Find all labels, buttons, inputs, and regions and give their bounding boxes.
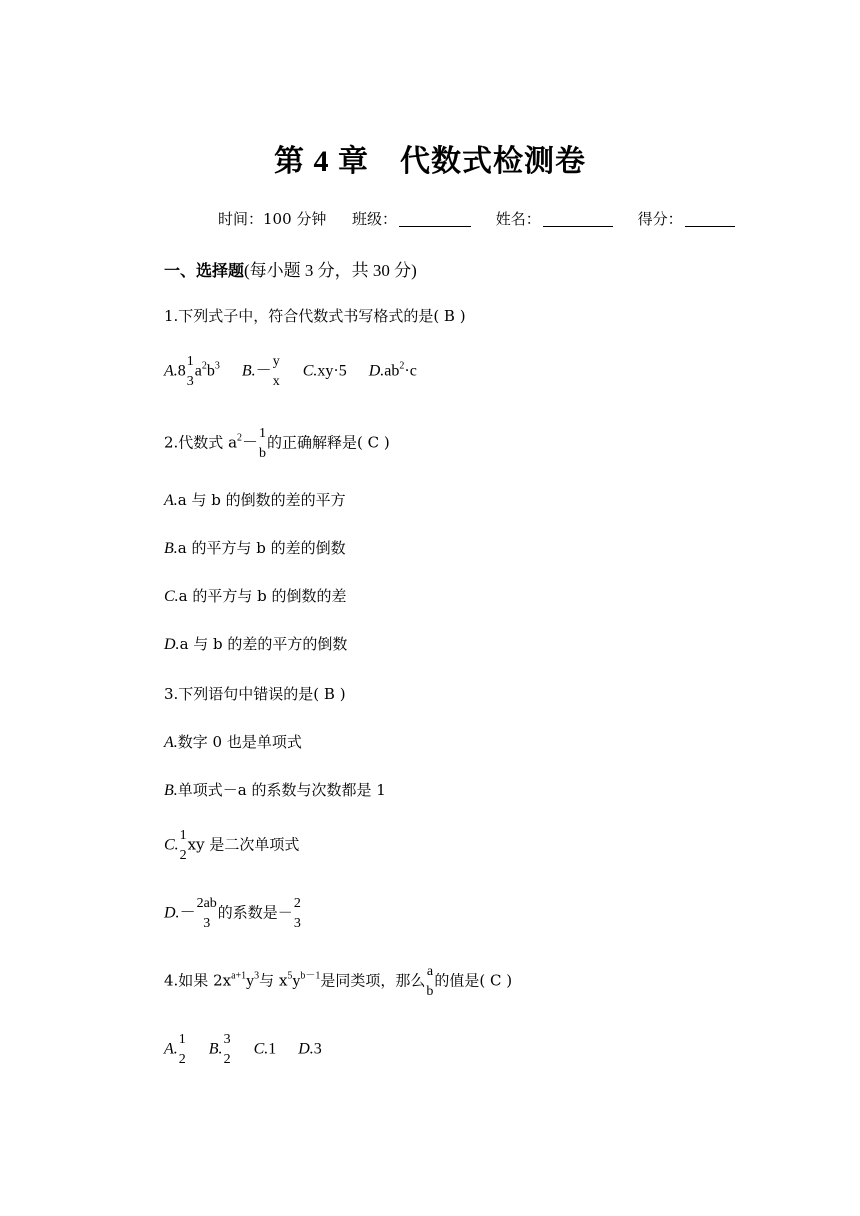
fraction: 2ab 3 xyxy=(196,896,217,931)
class-blank[interactable] xyxy=(399,210,471,227)
header-info xyxy=(218,208,735,229)
score-label: 得分： xyxy=(637,210,683,228)
name-label: 姓名： xyxy=(495,210,541,228)
question-2-option-b: B.a 的平方与 b 的差的倒数 xyxy=(164,539,346,557)
question-2-stem: 2.代数式 $a^2-$ 1 b 的正确解释是( C ) xyxy=(164,424,390,464)
name-blank[interactable] xyxy=(543,210,613,227)
fraction: 3 2 xyxy=(223,1032,231,1067)
fraction: 1 3 xyxy=(186,354,194,389)
question-3-option-a: A.数字 0 也是单项式 xyxy=(164,733,302,751)
option-d-label: D. xyxy=(368,362,385,380)
class-label: 班级： xyxy=(351,210,397,228)
fraction: 2 3 xyxy=(293,896,301,931)
question-3-option-c: C. 1 2 xy 是二次单项式 xyxy=(164,826,299,866)
question-3-stem: 3.下列语句中错误的是( B ) xyxy=(164,685,346,703)
section-title: 一、选择题(每小题 3 分，共 30 分) xyxy=(164,261,417,280)
question-2-option-d: D.a 与 b 的差的平方的倒数 xyxy=(164,635,348,653)
fraction: 1 2 xyxy=(178,1032,186,1067)
question-1-stem: 1.下列式子中，符合代数式书写格式的是( B ) xyxy=(164,307,466,325)
fraction: 1 b xyxy=(259,426,267,461)
question-1-options: A.8 1 3 $a^2b^3$ B.－ y x C.xy·5 $D.ab^2\cdot c$ xyxy=(164,352,417,392)
question-4-options: A. 1 2 B. 3 2 C.1 D.3 xyxy=(164,1030,322,1070)
fraction: y x xyxy=(272,354,280,389)
question-2-option-c: C.a 的平方与 b 的倒数的差 xyxy=(164,587,347,605)
option-a-label: A. xyxy=(164,362,178,380)
question-4-stem: 4.如果 $2x^{a+1}y^3$与 $x^5y^{b-1}$是同类项，那么 a b 的值是( C ) xyxy=(164,962,512,1002)
question-2-option-a: A.a 与 b 的倒数的差的平方 xyxy=(164,491,346,509)
page-title: 第 4 章 代数式检测卷 xyxy=(274,145,586,178)
fraction: 1 2 xyxy=(179,828,187,863)
score-blank[interactable] xyxy=(685,210,735,227)
question-3-option-d: D.－ 2ab 3 的系数是－ 2 3 xyxy=(164,894,302,934)
question-3-option-b: B.单项式－a 的系数与次数都是 1 xyxy=(164,781,386,799)
time-label: 时间：100 分钟 xyxy=(218,210,327,228)
option-b-label: B. xyxy=(241,362,256,380)
fraction: a b xyxy=(426,964,434,999)
option-c-label: C. xyxy=(302,362,318,380)
